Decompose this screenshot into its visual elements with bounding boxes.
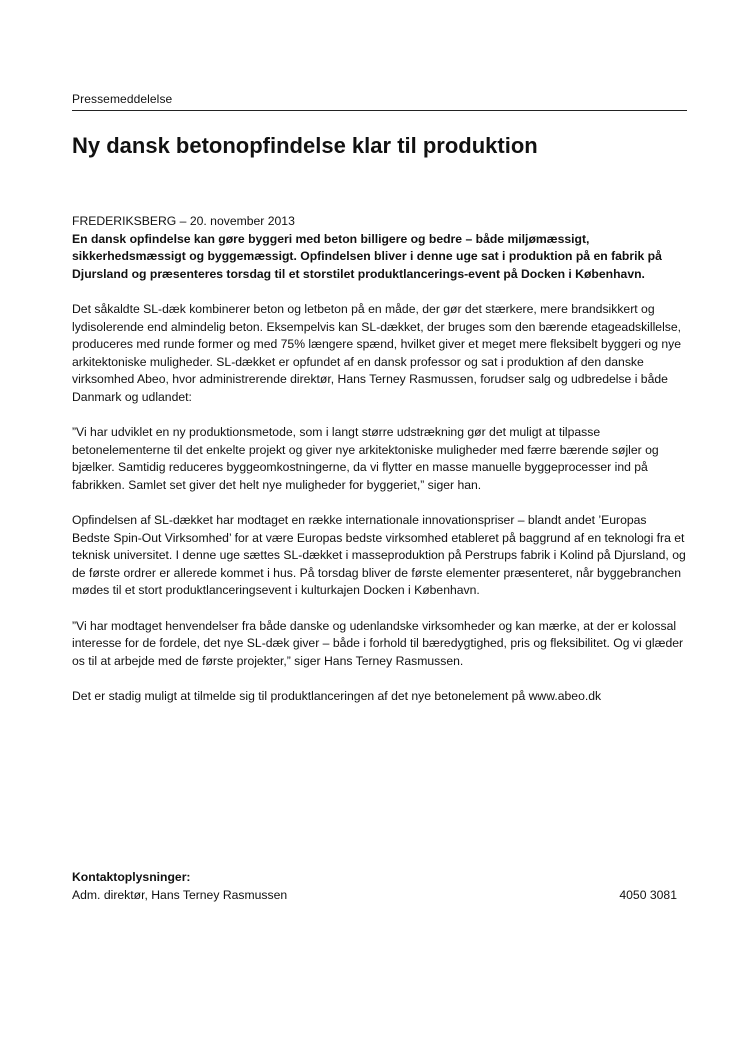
quote-paragraph: ”Vi har udviklet en ny produktionsmetode, som i langt større udstrækning gør det muligt at tilpasse betonelementerne til det enkelte projekt og giver nye arkitektoniske muligheder med færre bærende søjler og bjælker. Samtidig reduceres byggeomkostningerne, da vi flytter en masse manuelle byggeprocesser ind på fabrikken. Samlet set giver det helt nye muligheder for byggeriet,” siger han. (72, 425, 659, 492)
body-paragraph: Opfindelsen af SL-dækket har modtaget en række internationale innovationspriser – blandt andet ’Europas Bedste Spin-Out Virksomhed’ for at være Europas bedste virksomhed etableret på baggrund af en teknologi fra et teknisk universitet. I denne uge sættes SL-dækket i masseproduktion på Perstrups fabrik i Kolind på Djursland, og de første ordrer er allerede kommet i hus. På torsdag bliver de første elementer præsenteret, når byggebranchen mødes til et stort produktlanceringsevent i kulturkajen Docken i København. (72, 513, 686, 598)
article-body (72, 213, 687, 723)
quote-paragraph: ”Vi har modtaget henvendelser fra både danske og udenlandske virksomheder og kan mærke, at der er kolossal interesse for de fordele, det nye SL-dæk giver – både i forhold til bæredygtighed, pris og fleksibilitet. Og vi glæder os til at arbejde med de første projekter,” siger Hans Terney Rasmussen. (72, 618, 684, 668)
dateline: FREDERIKSBERG – 20. november 2013 (72, 214, 295, 228)
contact-phone: 4050 3081 (619, 888, 677, 902)
contact-name: Adm. direktør, Hans Terney Rasmussen (72, 888, 288, 902)
header-divider (72, 110, 687, 111)
page-title: Ny dansk betonopfindelse klar til produktion (72, 133, 538, 158)
document-type-label: Pressemeddelelse (72, 92, 173, 106)
contact-heading: Kontaktoplysninger: (72, 870, 191, 884)
lead-paragraph: En dansk opfindelse kan gøre byggeri med beton billigere og bedre – både miljømæssigt, sikkerhedsmæssigt og byggemæssigt. Opfindelsen bliver i denne uge sat i produktion på en fabrik på Djursland og præsenteres torsdag til et storstilet produktlancerings-event på Docken i København. (72, 231, 662, 281)
contact-row (72, 888, 677, 902)
signup-paragraph: Det er stadig muligt at tilmelde sig til produktlanceringen af det nye betonelement på www.abeo.dk (72, 689, 602, 704)
body-paragraph: Det såkaldte SL-dæk kombinerer beton og letbeton på en måde, der gør det stærkere, mere brandsikkert og lydisolerende end almindelig beton. Eksempelvis kan SL-dækket, der bruges som den bærende etageadskillelse, produceres med runde former og med 75% længere spænd, hvilket giver et meget mere fleksibelt byggeri og nye arkitektoniske muligheder. SL-dækket er opfundet af en dansk professor og sat i produktion af den danske virksomhed Abeo, hvor administrerende direktør, Hans Terney Rasmussen, forudser salg og udbredelse i både Danmark og udlandet: (72, 301, 682, 404)
